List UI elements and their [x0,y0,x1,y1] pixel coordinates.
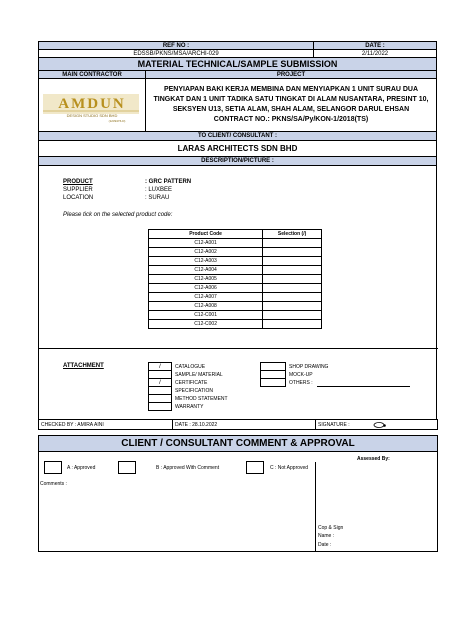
name-label: Name : [318,533,335,539]
date-value: 2/11/2022 [313,49,437,58]
table-row [149,302,322,311]
supplier-value: : LUXBEE [145,187,173,193]
not-approved-checkbox[interactable] [246,461,264,474]
certificate-checkbox[interactable]: / [148,378,172,387]
table-row [149,311,322,320]
table-row [149,284,322,293]
product-value: : GRC PATTERN [145,179,192,185]
others-label: OTHERS : [289,380,313,386]
to-client-label: TO CLIENT/ CONSULTANT : [38,131,437,141]
others-checkbox[interactable] [260,378,286,387]
approved-checkbox[interactable] [44,461,62,474]
project-line-3: SEKSYEN U13, SETIA ALAM, SHAH ALAM, SELANGOR DARUL EHSAN [172,106,410,113]
product-code-cell: C12-C001 [149,311,263,320]
selection-cell[interactable] [263,257,322,266]
approved-with-comment-label: B : Approved With Comment [156,465,220,471]
warranty-checkbox[interactable] [148,402,172,411]
not-approved-label: C : Not Approved [270,465,309,471]
supplier-label: SUPPLIER [63,187,93,193]
product-code-cell: C12-A001 [149,239,263,248]
catalogue-label: CATALOGUE [175,364,206,370]
date-label: DATE : [313,41,437,50]
approved-with-comment-checkbox[interactable] [118,461,136,474]
product-code-cell: C12-A007 [149,293,263,302]
method-statement-label: METHOD STATEMENT [175,396,228,402]
table-header-row [149,230,322,239]
project-line-1: PENYIAPAN BAKI KERJA MEMBINA DAN MENYIAPKAN 1 UNIT SURAU DUA [163,86,419,93]
selection-cell[interactable] [263,320,322,329]
signature-scribble [372,421,388,429]
description-label: DESCRIPTION/PICTURE : [38,156,437,166]
comments-field[interactable] [40,490,312,548]
table-row [149,275,322,284]
selection-cell[interactable] [263,302,322,311]
contract-number: CONTRACT NO.: PKNS/SA/Py/KON-1/2018(TS) [213,116,369,123]
cop-sign-label: Cop & Sign [318,525,344,531]
project-line-2: TINGKAT DAN 1 UNIT TADIKA SATU TINGKAT DI ALAM NUSANTARA, PRESINT 10, [153,96,429,103]
column-header-product-code: Product Code [149,230,263,239]
svg-text:AMDUN: AMDUN [58,96,126,112]
certificate-label: CERTIFICATE [175,380,208,386]
table-row [149,239,322,248]
svg-text:DESIGN STUDIO SDN BHD: DESIGN STUDIO SDN BHD [66,113,118,118]
logo-cell [38,78,146,132]
checked-by: CHECKED BY : AMIRA AINI [38,419,173,430]
main-contractor-label: MAIN CONTRACTOR [38,70,146,79]
location-label: LOCATION [63,195,94,201]
table-row [149,248,322,257]
selection-cell[interactable] [263,248,322,257]
table-row [149,320,322,329]
project-label: PROJECT [145,70,437,79]
product-code-cell: C12-A005 [149,275,263,284]
client-name: LARAS ARCHITECTS SDN BHD [38,140,437,157]
specification-label: SPECIFICATION [175,388,213,394]
selection-cell[interactable] [263,239,322,248]
mock-up-label: MOCK-UP [289,372,313,378]
comments-label: Comments : [40,481,67,487]
signoff-date: DATE : 28.10.2022 [172,419,316,430]
selection-cell[interactable] [263,284,322,293]
product-code-cell: C12-A008 [149,302,263,311]
product-code-cell: C12-C002 [149,320,263,329]
company-logo [39,79,145,131]
shop-drawing-label: SHOP DRAWING [289,364,329,370]
approval-date-label: Date : [318,542,332,548]
others-input-line[interactable] [317,386,410,387]
ref-no-value: EDSSB/PKNS/MSA/ARCHI-029 [38,49,314,58]
sample-material-label: SAMPLE/ MATERIAL [175,372,223,378]
approved-label: A : Approved [67,465,96,471]
table-row [149,257,322,266]
product-code-cell: C12-A006 [149,284,263,293]
tick-instruction: Please tick on the selected product code: [63,212,173,218]
attachment-label: ATTACHMENT [63,363,104,369]
column-header-selection: Selection (/) [263,230,322,239]
approval-title: CLIENT / CONSULTANT COMMENT & APPROVAL [38,435,438,452]
selection-cell[interactable] [263,311,322,320]
catalogue-checkbox[interactable]: / [148,362,172,371]
assessed-by-label: Assessed By: [357,456,390,462]
product-label: PRODUCT [63,179,93,185]
project-description [145,78,437,132]
svg-text:(1239476-D): (1239476-D) [108,119,126,123]
product-code-table [148,229,322,329]
table-row [149,293,322,302]
warranty-label: WARRANTY [175,404,204,410]
product-code-cell: C12-A003 [149,257,263,266]
comments-divider [315,462,316,552]
selection-cell[interactable] [263,266,322,275]
selection-cell[interactable] [263,275,322,284]
product-code-cell: C12-A004 [149,266,263,275]
attachment-area [38,348,437,419]
location-value: : SURAU [145,195,170,201]
signature-field[interactable]: SIGNATURE : [315,419,438,430]
ref-no-label: REF NO : [38,41,314,50]
product-code-cell: C12-A002 [149,248,263,257]
selection-cell[interactable] [263,293,322,302]
table-row [149,266,322,275]
form-title: MATERIAL TECHNICAL/SAMPLE SUBMISSION [38,57,437,71]
